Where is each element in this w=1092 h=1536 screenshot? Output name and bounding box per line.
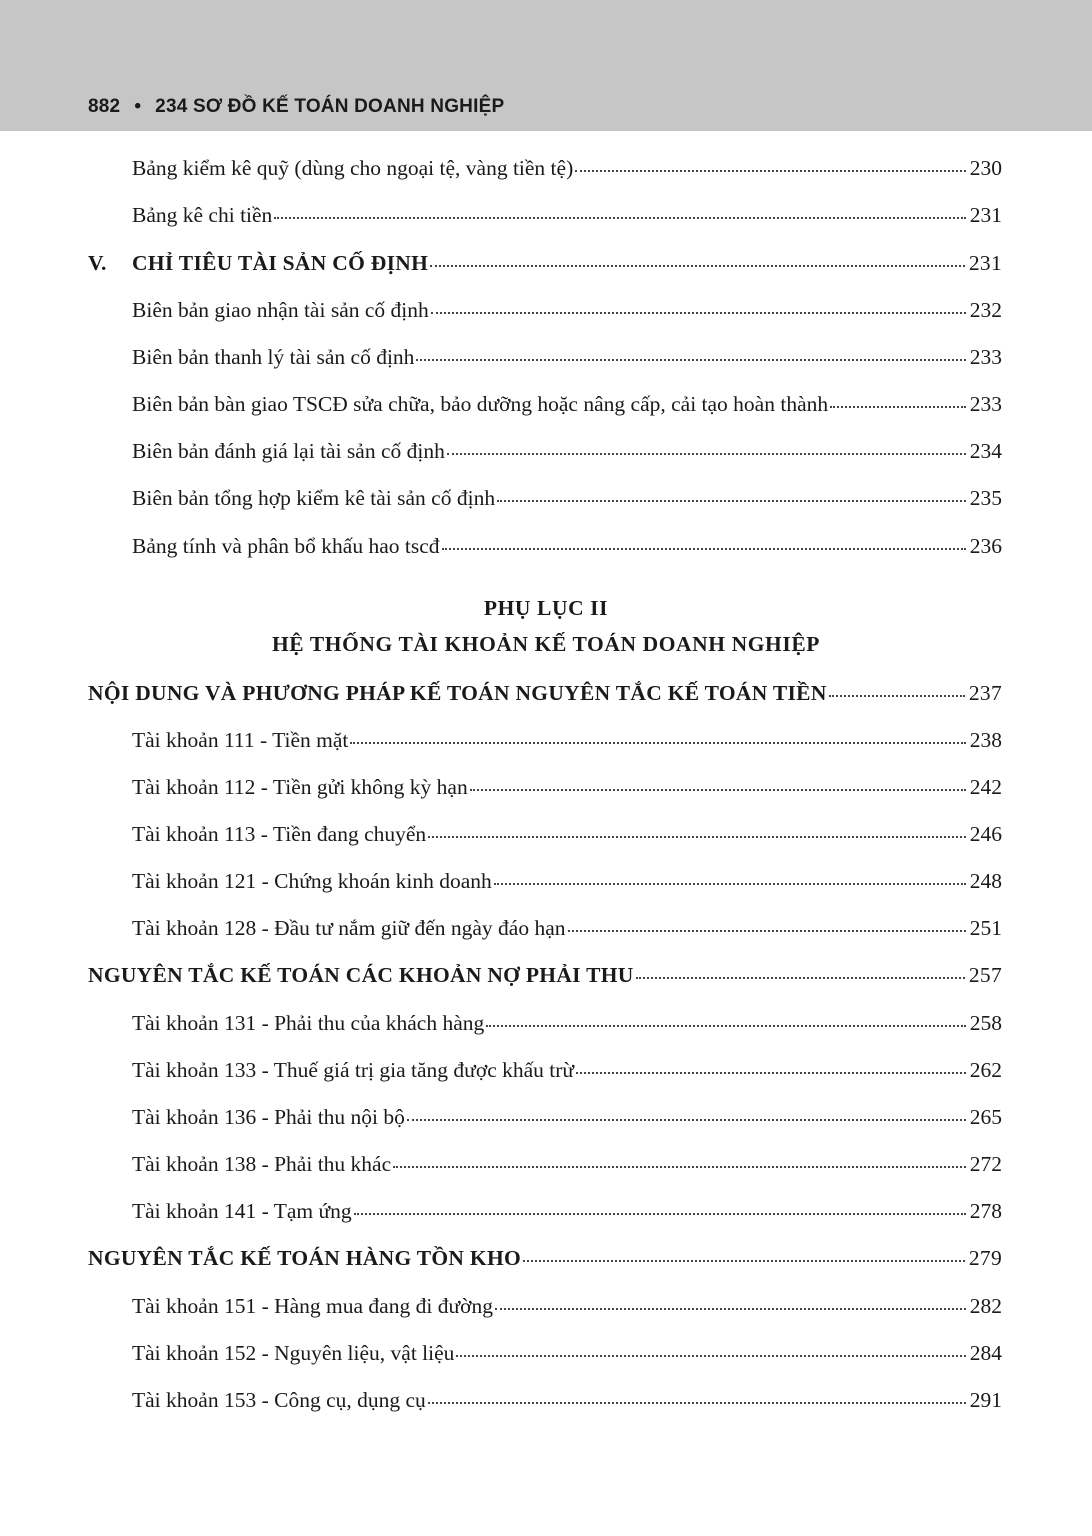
- toc-entry-page: 248: [969, 869, 1002, 893]
- toc-entry-title: Tài khoản 131 - Phải thu của khách hàng: [132, 1011, 485, 1035]
- page-number: 882: [88, 96, 121, 117]
- dot-leader: [495, 1293, 966, 1313]
- dot-leader: [274, 202, 965, 222]
- toc-section-entry: [88, 1245, 1002, 1271]
- toc-entry-page: 278: [969, 1199, 1002, 1223]
- toc-entry-title: Biên bản đánh giá lại tài sản cố định: [132, 439, 445, 463]
- dot-leader: [407, 1104, 966, 1124]
- dot-leader: [576, 1057, 966, 1077]
- toc-entry-page: 231: [969, 203, 1002, 227]
- toc-entry: [132, 821, 1002, 847]
- dot-leader: [575, 155, 966, 175]
- toc-entry-page: 234: [969, 439, 1002, 463]
- toc-entry-title: Biên bản bàn giao TSCĐ sửa chữa, bảo dưỡng hoặc nâng cấp, cải tạo hoàn thành: [132, 392, 829, 416]
- toc-entry-title: Tài khoản 136 - Phải thu nội bộ: [132, 1105, 405, 1129]
- toc-entry-page: 265: [969, 1105, 1002, 1129]
- toc-entry-title: Tài khoản 141 - Tạm ứng: [132, 1199, 352, 1223]
- toc-section-entry: [88, 680, 1002, 706]
- appendix-title: HỆ THỐNG TÀI KHOẢN KẾ TOÁN DOANH NGHIỆP: [271, 632, 821, 656]
- dot-leader: [456, 1340, 965, 1360]
- toc-entry-page: 272: [969, 1152, 1002, 1176]
- dot-leader: [416, 344, 965, 364]
- toc-entry-page: 262: [969, 1058, 1002, 1082]
- dot-leader: [354, 1198, 966, 1218]
- toc-entry-page: 233: [969, 392, 1002, 416]
- toc-entry-title: Tài khoản 133 - Thuế giá trị gia tăng được khấu trừ: [132, 1058, 575, 1082]
- dot-leader: [428, 1387, 966, 1407]
- dot-leader: [830, 391, 966, 411]
- toc-entry-title: Bảng kê chi tiền: [132, 203, 273, 227]
- toc-entry-title: Tài khoản 113 - Tiền đang chuyển: [132, 822, 427, 846]
- toc-entry-page: 246: [969, 822, 1002, 846]
- toc-entry-page: 279: [968, 1246, 1002, 1270]
- dot-leader: [486, 1010, 965, 1030]
- dot-leader: [494, 868, 966, 888]
- toc-entry-title: Tài khoản 153 - Công cụ, dụng cụ: [132, 1388, 426, 1412]
- toc-entry-title: Tài khoản 152 - Nguyên liệu, vật liệu: [132, 1341, 455, 1365]
- dot-leader: [447, 438, 966, 458]
- toc-entry: [132, 155, 1002, 181]
- dot-leader: [523, 1245, 965, 1265]
- toc-entry: [132, 533, 1002, 559]
- toc-entry: [132, 391, 1002, 417]
- section-number: V.: [88, 251, 107, 275]
- toc-entry: [132, 202, 1002, 228]
- header-separator: •: [134, 96, 142, 117]
- toc-entry: [132, 1151, 1002, 1177]
- toc-entry-page: 251: [969, 916, 1002, 940]
- toc-entry-page: 238: [969, 728, 1002, 752]
- toc-entry-title: NỘI DUNG VÀ PHƯƠNG PHÁP KẾ TOÁN NGUYÊN TẮC KẾ TOÁN TIỀN: [88, 681, 827, 705]
- toc-entry-title: Biên bản giao nhận tài sản cố định: [132, 298, 429, 322]
- toc-entry: [132, 1387, 1002, 1413]
- toc-section-entry: [88, 250, 1002, 276]
- toc-entry: [132, 774, 1002, 800]
- toc-entry: [132, 297, 1002, 323]
- toc-entry-page: 231: [968, 251, 1002, 275]
- toc-entry: [132, 1198, 1002, 1224]
- toc-entry: [132, 344, 1002, 370]
- toc-entry: [132, 1104, 1002, 1130]
- book-title: 234 SƠ ĐỒ KẾ TOÁN DOANH NGHIỆP: [155, 96, 505, 117]
- toc-entry-page: 282: [969, 1294, 1002, 1318]
- toc-entry-page: 230: [969, 156, 1002, 180]
- toc-entry-title: NGUYÊN TẮC KẾ TOÁN CÁC KHOẢN NỢ PHẢI THU: [88, 963, 634, 987]
- toc-entry-title: Tài khoản 121 - Chứng khoán kinh doanh: [132, 869, 492, 893]
- toc-entry: [132, 1293, 1002, 1319]
- toc-entry-page: 257: [968, 963, 1002, 987]
- dot-leader: [829, 680, 965, 700]
- dot-leader: [393, 1151, 966, 1171]
- dot-leader: [470, 774, 966, 794]
- toc-entry-title: CHỈ TIÊU TÀI SẢN CỐ ĐỊNH: [132, 251, 429, 275]
- toc-entry-title: NGUYÊN TẮC KẾ TOÁN HÀNG TỒN KHO: [88, 1246, 522, 1270]
- appendix-label: PHỤ LỤC II: [483, 596, 609, 620]
- toc-entry-title: Tài khoản 128 - Đầu tư nắm giữ đến ngày đáo hạn: [132, 916, 566, 940]
- toc-entry: [132, 868, 1002, 894]
- toc-entry-title: Bảng tính và phân bổ khấu hao tscđ: [132, 534, 440, 558]
- toc-entry-title: Biên bản thanh lý tài sản cố định: [132, 345, 415, 369]
- toc-entry-page: 232: [969, 298, 1002, 322]
- toc-entry: [132, 1010, 1002, 1036]
- toc-entry-page: 242: [969, 775, 1002, 799]
- toc-entry: [132, 1340, 1002, 1366]
- dot-leader: [350, 727, 965, 747]
- toc-entry: [132, 485, 1002, 511]
- dot-leader: [568, 915, 966, 935]
- toc-section-entry: [88, 962, 1002, 988]
- toc-entry-page: 236: [969, 534, 1002, 558]
- toc-entry-page: 235: [969, 486, 1002, 510]
- toc-entry-title: Tài khoản 151 - Hàng mua đang đi đường: [132, 1294, 493, 1318]
- dot-leader: [431, 297, 966, 317]
- dot-leader: [497, 485, 966, 505]
- toc-entry-page: 291: [969, 1388, 1002, 1412]
- dot-leader: [428, 821, 966, 841]
- toc-entry-page: 258: [969, 1011, 1002, 1035]
- toc-entry-title: Tài khoản 111 - Tiền mặt: [132, 728, 349, 752]
- toc-entry: [132, 438, 1002, 464]
- toc-entry: [132, 915, 1002, 941]
- toc-entry-title: Tài khoản 112 - Tiền gửi không kỳ hạn: [132, 775, 468, 799]
- toc-entry-page: 237: [968, 681, 1002, 705]
- dot-leader: [442, 533, 966, 553]
- dot-leader: [430, 250, 965, 270]
- toc-entry: [132, 1057, 1002, 1083]
- toc-entry-page: 233: [969, 345, 1002, 369]
- dot-leader: [636, 962, 965, 982]
- toc-entry: [132, 727, 1002, 753]
- toc-entry-title: Biên bản tổng hợp kiểm kê tài sản cố định: [132, 486, 496, 510]
- toc-entry-page: 284: [969, 1341, 1002, 1365]
- toc-entry-title: Tài khoản 138 - Phải thu khác: [132, 1152, 392, 1176]
- toc-entry-title: Bảng kiểm kê quỹ (dùng cho ngoại tệ, vàng tiền tệ): [132, 156, 574, 180]
